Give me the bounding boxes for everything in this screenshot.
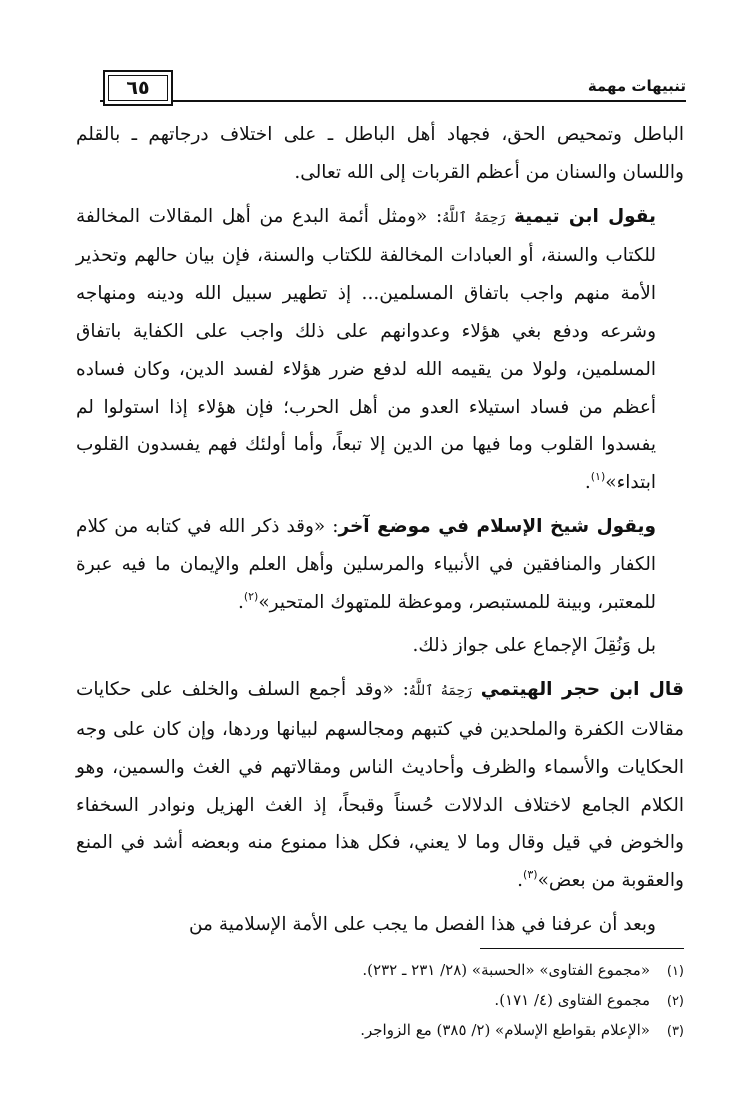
paragraph-4: بل وَنُقِلَ الإجماع على جواز ذلك.: [412, 635, 656, 657]
paragraph-6: وبعد أن عرفنا في هذا الفصل ما يجب على الأمة الإسلامية من: [188, 913, 656, 935]
page-number-frame: [103, 70, 173, 106]
honorific-glyph: رَحِمَهُ ٱللَّهُ: [408, 683, 472, 700]
footnote-text: مجموع الفتاوى (٤/ ١٧١).: [494, 991, 650, 1009]
paragraph-3-end: .: [237, 591, 244, 613]
paragraph-2-end: .: [584, 472, 591, 494]
footnotes: [180, 956, 684, 1046]
paragraph-5-lead: قال ابن حجر الهيتمي: [480, 679, 684, 701]
footnote-ref-3[interactable]: (٣): [523, 868, 538, 882]
paragraph-5-quote: : «وقد أجمع السلف والخلف على حكايات مقالات الكفرة والملحدين في كتبهم ومجالسهم لبيانها وردها، وإن كان على وجه الحكايات والأسماء والظرف وأحاديث الناس ومقالاتهم في الغث والسمين، وهو الكلام الجامع لاختلاف الدلالات حُسناً وقبحاً، إذ الغث الهزيل ونوادر السخفاء والخوض في قيل وقال وما لا يعني، فكل هذا ممنوع منه وبعضه أشد في المنع والعقوبة من بعض»: [76, 679, 684, 892]
paragraph-5: [76, 671, 684, 900]
honorific-glyph: رَحِمَهُ ٱللَّهُ: [442, 209, 506, 226]
paragraph-2: [76, 198, 684, 502]
footnote-ref-2[interactable]: (٢): [243, 589, 259, 603]
footnote-number: (٣): [666, 1024, 684, 1039]
footnote-text: «مجموع الفتاوى» «الحسبة» (٢٨/ ٢٣١ ـ ٢٣٢).: [362, 961, 650, 979]
footnote-item: [180, 986, 684, 1016]
footnote-item: [180, 956, 684, 986]
footnote-number: (١): [666, 964, 684, 979]
footnote-item: [180, 1016, 684, 1046]
paragraph-2-quote: : «ومثل أئمة البدع من أهل المقالات المخالفة للكتاب والسنة، أو العبادات المخالفة للكتاب والسنة، فإن بيان حالهم وتحذير الأمة منهم واجب باتفاق المسلمين... إذ تطهير سبيل الله ودينه ومنهاجه وشرعه ودفع بغي هؤلاء وعدوانهم على ذلك واجب على الكفاية باتفاق المسلمين، ولولا من يقيمه الله لدفع ضرر هؤلاء لفسد الدين، وكان فساده أعظم من فساد استيلاء العدو من أهل الحرب؛ فإن هؤلاء إذا استولوا لم يفسدوا القلوب وما فيها من الدين إلا تبعاً، وأما أولئك فهم يفسدون القلوب ابتداء»: [76, 205, 656, 494]
body-text: [76, 116, 684, 944]
running-header-title: تنبيهات مهمة: [587, 77, 686, 95]
paragraph-5-end: .: [517, 870, 524, 892]
footnote-separator: [480, 948, 684, 949]
paragraph-3-lead: ويقول شيخ الإسلام في موضع آخر: [338, 515, 656, 537]
paragraph-2-lead: يقول ابن تيمية: [513, 205, 657, 227]
footnote-text: «الإعلام بقواطع الإسلام» (٢/ ٣٨٥) مع الزواجر.: [360, 1021, 650, 1039]
paragraph-1: الباطل وتمحيص الحق، فجهاد أهل الباطل ـ على اختلاف درجاتهم ـ بالقلم واللسان والسنان من أعظم القربات إلى الله تعالى.: [76, 124, 684, 183]
footnote-number: (٢): [666, 994, 684, 1009]
page-number: ٦٥: [108, 75, 168, 101]
footnote-ref-1[interactable]: (١): [590, 470, 606, 484]
paragraph-3: [76, 508, 684, 621]
paragraph-3-quote: : «وقد ذكر الله في كتابه من كلام الكفار والمنافقين في الأنبياء والمرسلين وأهل العلم والإيمان ما فيه عبرة للمعتبر، وبينة للمستبصر، وموعظة للمتهوك المتحير»: [76, 515, 656, 613]
header-rule: [100, 100, 686, 102]
